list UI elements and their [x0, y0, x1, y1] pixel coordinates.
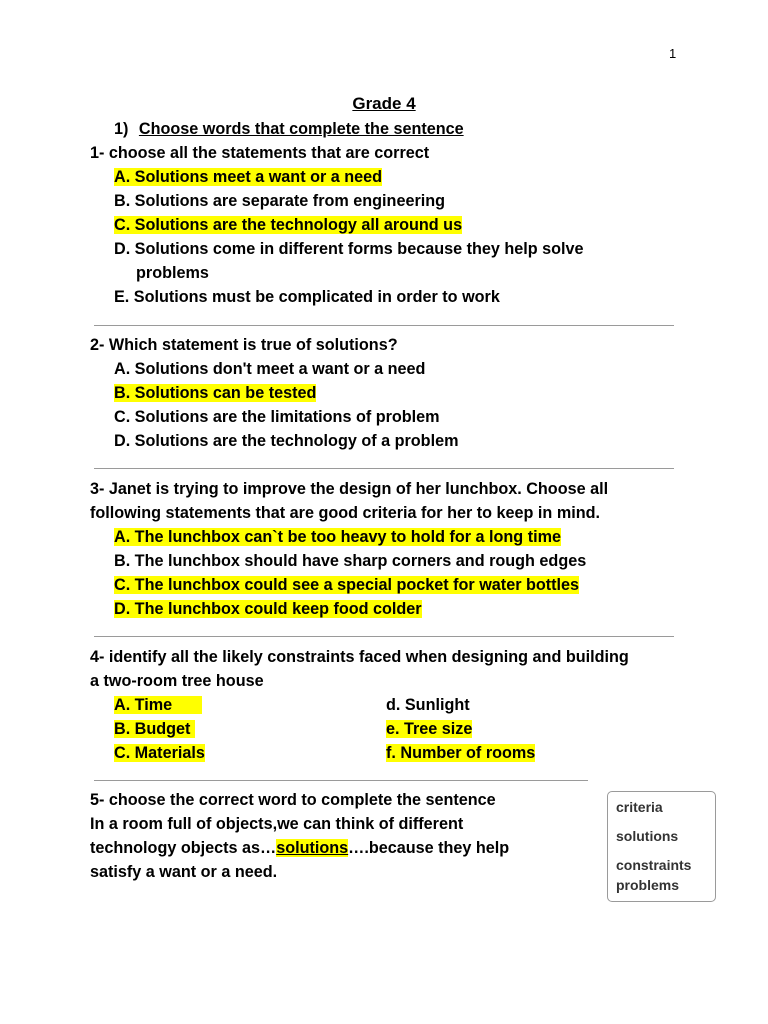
q3-option-d-text: D. The lunchbox could keep food colder: [114, 600, 422, 618]
q3-option-c: [114, 575, 579, 595]
q2-option-b: [114, 383, 316, 403]
q4-option-a: [114, 695, 202, 715]
q3-prompt-line2: following statements that are good criteria for her to keep in mind.: [90, 504, 600, 522]
q1-option-d-continued: problems: [136, 264, 209, 282]
q5-line1: In a room full of objects,we can think of different: [90, 815, 464, 833]
q1-option-c: [114, 215, 462, 235]
q4-option-f-text: f. Number of rooms: [386, 744, 536, 762]
q4-option-a-text: A. Time: [114, 696, 202, 714]
q5-answer: solutions: [276, 839, 349, 857]
q5-prompt: 5- choose the correct word to complete the sentence: [90, 791, 496, 809]
q4-prompt-line2: a two-room tree house: [90, 672, 264, 690]
q5-line2: [90, 838, 509, 858]
q3-option-a: [114, 527, 561, 547]
instruction: [114, 119, 464, 139]
q3-option-a-text: A. The lunchbox can`t be too heavy to hold for a long time: [114, 528, 561, 546]
word-bank: [607, 791, 716, 902]
q2-option-a: A. Solutions don't meet a want or a need: [114, 360, 426, 378]
instruction-text: Choose words that complete the sentence: [138, 120, 464, 138]
word-bank-item: solutions: [616, 828, 679, 844]
q4-option-e-text: e. Tree size: [386, 720, 473, 738]
q2-option-c: C. Solutions are the limitations of problem: [114, 408, 440, 426]
q2-prompt: 2- Which statement is true of solutions?: [90, 336, 398, 354]
q1-option-a: [114, 167, 382, 187]
q4-option-d: d. Sunlight: [386, 696, 470, 714]
page-title: [0, 94, 768, 114]
q1-option-c-text: C. Solutions are the technology all around us: [114, 216, 463, 234]
q1-option-b: B. Solutions are separate from engineering: [114, 192, 446, 210]
q4-option-b-text: B. Budget: [114, 720, 195, 738]
q4-prompt-line1: 4- identify all the likely constraints faced when designing and building: [90, 648, 629, 666]
divider: [94, 780, 588, 781]
q4-option-f: [386, 743, 535, 763]
q5-line2-after: ….because they help: [348, 839, 510, 857]
q3-prompt-line1: 3- Janet is trying to improve the design of her lunchbox. Choose all: [90, 480, 609, 498]
q4-option-b: [114, 719, 195, 739]
word-bank-item: problems: [616, 877, 680, 893]
q3-option-b: B. The lunchbox should have sharp corners and rough edges: [114, 552, 587, 570]
divider: [94, 325, 674, 326]
divider: [94, 636, 674, 637]
q1-option-a-text: A. Solutions meet a want or a need: [114, 168, 383, 186]
divider: [94, 468, 674, 469]
q2-option-b-text: B. Solutions can be tested: [114, 384, 317, 402]
q3-option-d: [114, 599, 422, 619]
q4-option-e: [386, 719, 472, 739]
q2-option-d: D. Solutions are the technology of a problem: [114, 432, 459, 450]
q5-line2-before: technology objects as…: [90, 839, 277, 857]
q1-option-e: E. Solutions must be complicated in order to work: [114, 288, 500, 306]
q3-option-c-text: C. The lunchbox could see a special pocket for water bottles: [114, 576, 580, 594]
q5-line3: satisfy a want or a need.: [90, 863, 278, 881]
page-number: 1: [669, 46, 677, 61]
q4-option-c-text: C. Materials: [114, 744, 205, 762]
word-bank-item: criteria: [616, 799, 663, 815]
q1-option-d: D. Solutions come in different forms because they help solve: [114, 240, 584, 258]
q1-prompt: 1- choose all the statements that are correct: [90, 144, 430, 162]
instruction-number: 1): [114, 120, 129, 138]
page-title-text: Grade 4: [352, 94, 416, 113]
word-bank-item: constraints: [616, 857, 692, 873]
q4-option-c: [114, 743, 205, 763]
